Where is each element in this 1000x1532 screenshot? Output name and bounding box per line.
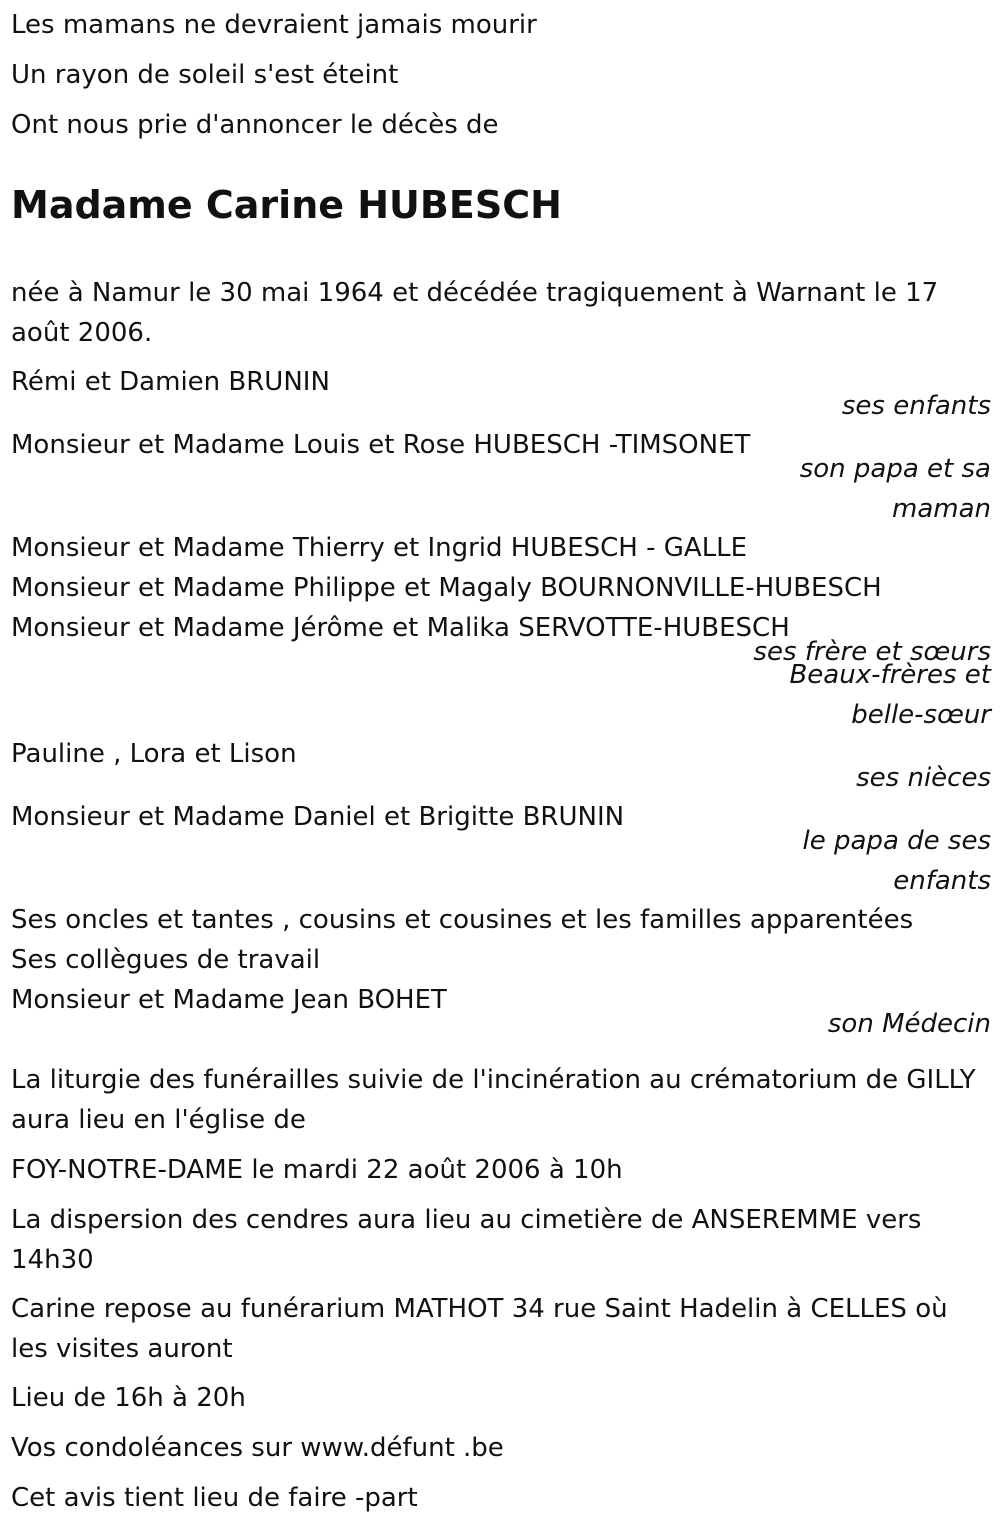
children-father-role-line-1: le papa de ses [802,826,991,856]
deceased-name: Madame Carine HUBESCH [11,183,562,227]
funeral-home-text: Carine repose au funérarium MATHOT 34 rue Saint Hadelin à CELLES où les visites auront [11,1294,948,1364]
nieces-role: ses nièces [856,763,991,793]
children-names: Rémi et Damien BRUNIN [11,367,330,397]
intro-line-1: Les mamans ne devraient jamais mourir [11,10,537,40]
ash-dispersion-text: La dispersion des cendres aura lieu au cimetière de ANSEREMME vers 14h30 [11,1205,922,1275]
sibling-2-names: Monsieur et Madame Philippe et Magaly BOURNONVILLE-HUBESCH [11,573,882,603]
children-father-role-line-2: enfants [893,866,991,896]
children-father-names: Monsieur et Madame Daniel et Brigitte BRUNIN [11,802,625,832]
doctor-role: son Médecin [827,1009,991,1039]
condolences-text: Vos condoléances sur www.défunt .be [11,1433,504,1463]
notice-text: Cet avis tient lieu de faire -part [11,1483,418,1513]
colleagues: Ses collègues de travail [11,945,321,975]
doctor-names: Monsieur et Madame Jean BOHET [11,985,447,1015]
parents-names: Monsieur et Madame Louis et Rose HUBESCH -TIMSONET [11,430,751,460]
parents-role-line-1: son papa et sa [799,454,991,484]
children-role: ses enfants [841,391,991,421]
sibling-3-names: Monsieur et Madame Jérôme et Malika SERVOTTE-HUBESCH [11,613,790,643]
nieces-names: Pauline , Lora et Lison [11,739,297,769]
in-laws-role-line-2: belle-sœur [851,700,991,730]
in-laws-role-line-1: Beaux-frères et [789,660,991,690]
birth-death-text: née à Namur le 30 mai 1964 et décédée tragiquement à Warnant le 17 août 2006. [11,278,939,348]
siblings-role: ses frère et sœurs [753,637,991,667]
intro-line-2: Un rayon de soleil s'est éteint [11,60,399,90]
liturgy-text: La liturgie des funérailles suivie de l'incinération au crématorium de GILLY aura lieu en l'église de [11,1065,976,1135]
ceremony-place-time: FOY-NOTRE-DAME le mardi 22 août 2006 à 10h [11,1155,623,1185]
intro-line-3: Ont nous prie d'annoncer le décès de [11,110,499,140]
visit-hours: Lieu de 16h à 20h [11,1383,246,1413]
extended-family: Ses oncles et tantes , cousins et cousines et les familles apparentées [11,905,914,935]
parents-role-line-2: maman [892,494,991,524]
sibling-1-names: Monsieur et Madame Thierry et Ingrid HUBESCH - GALLE [11,533,748,563]
